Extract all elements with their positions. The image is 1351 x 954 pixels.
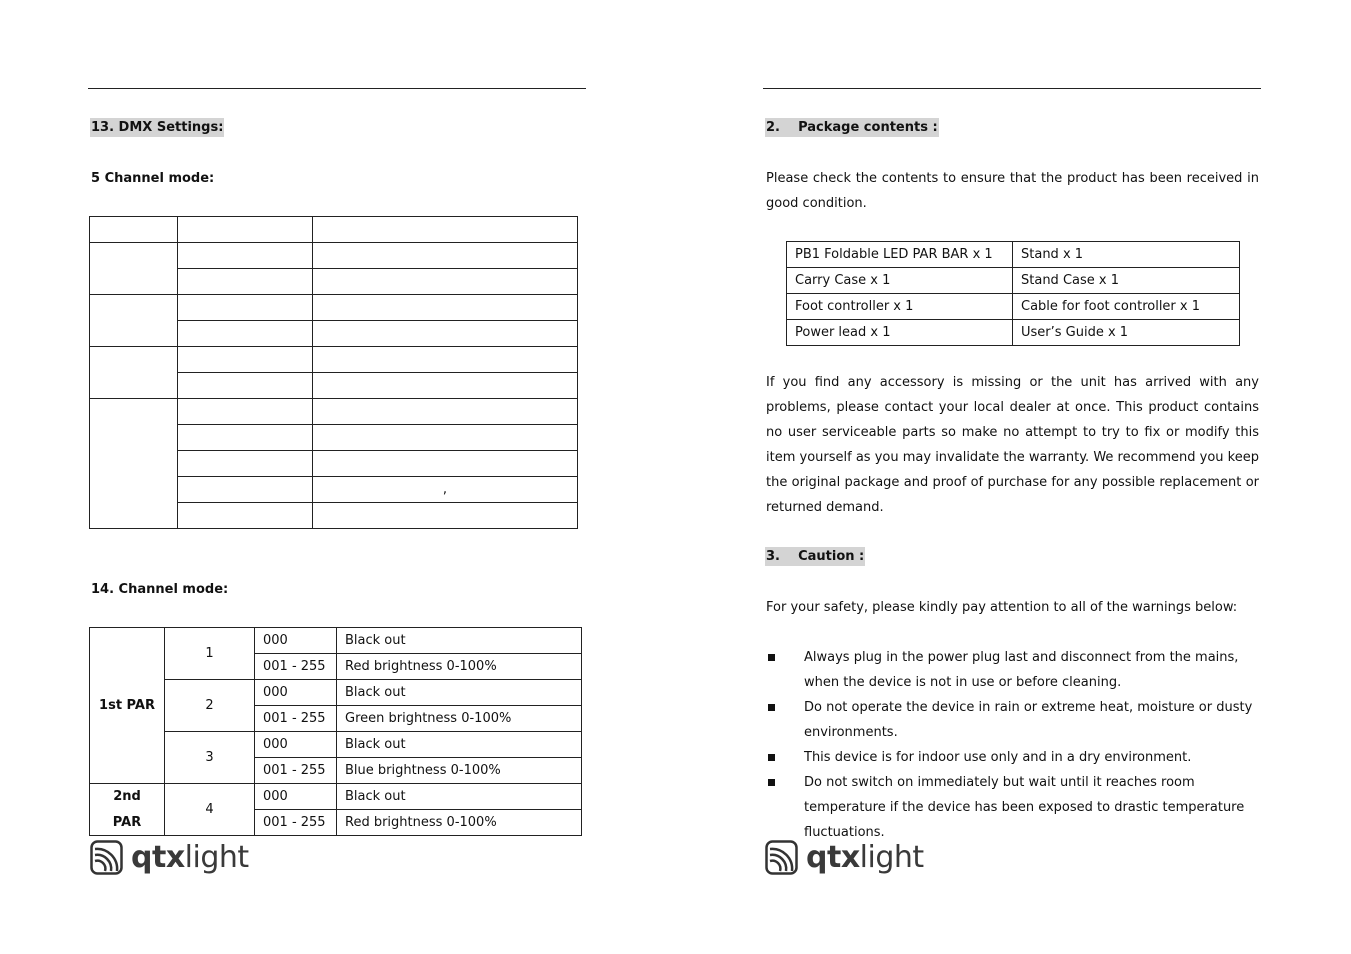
- section-2-title: 2. Package contents :: [766, 120, 938, 135]
- channel-number: 4: [165, 784, 255, 836]
- content-item: Stand Case x 1: [1013, 268, 1240, 294]
- table-row: [787, 320, 1240, 346]
- dmx-value: 000: [255, 628, 337, 654]
- function-desc: Black out: [337, 628, 582, 654]
- function-desc: Blue brightness 0-100%: [337, 758, 582, 784]
- table-row: [787, 294, 1240, 320]
- content-item: Cable for foot controller x 1: [1013, 294, 1240, 320]
- table-row: [90, 217, 578, 243]
- qtxlight-logo: [90, 840, 249, 875]
- bullet-square-icon: [768, 654, 775, 661]
- group-label-1st-par: 1st PAR: [90, 628, 165, 784]
- bullet-square-icon: [768, 704, 775, 711]
- dmx-value: 000: [255, 680, 337, 706]
- logo-wordmark: qtxlight: [131, 839, 249, 875]
- content-item: Foot controller x 1: [787, 294, 1013, 320]
- list-item: Do not switch on immediately but wait until it reaches room temperature if the device has been exposed to drastic temperature fluctuations.: [766, 770, 1259, 845]
- content-item: User’s Guide x 1: [1013, 320, 1240, 346]
- section-13-title: 13. DMX Settings:: [91, 120, 224, 135]
- table-row: [90, 628, 582, 654]
- function-desc: Black out: [337, 784, 582, 810]
- left-top-rule: [88, 88, 586, 89]
- section-3-title: 3. Caution :: [766, 549, 865, 564]
- logo-wordmark: qtxlight: [806, 839, 924, 875]
- table-cell-comma: ,: [313, 477, 578, 503]
- content-item: PB1 Foldable LED PAR BAR x 1: [787, 242, 1013, 268]
- channel-number: 2: [165, 680, 255, 732]
- content-item: Power lead x 1: [787, 320, 1013, 346]
- table-row: [90, 347, 578, 373]
- dmx-value: 000: [255, 732, 337, 758]
- list-item: Do not operate the device in rain or extreme heat, moisture or dusty environments.: [766, 695, 1259, 745]
- group-label-2nd: 2nd: [90, 784, 165, 810]
- table-row: [787, 242, 1240, 268]
- list-item: Always plug in the power plug last and disconnect from the mains, when the device is not in use or before cleaning.: [766, 645, 1259, 695]
- function-desc: Black out: [337, 680, 582, 706]
- warning-list: [766, 645, 1259, 845]
- bullet-square-icon: [768, 779, 775, 786]
- table-row: [787, 268, 1240, 294]
- function-desc: Green brightness 0-100%: [337, 706, 582, 732]
- content-item: Carry Case x 1: [787, 268, 1013, 294]
- content-item: Stand x 1: [1013, 242, 1240, 268]
- fourteen-channel-title: 14. Channel mode:: [91, 582, 229, 597]
- safety-intro: For your safety, please kindly pay attention to all of the warnings below:: [766, 600, 1238, 615]
- qtxlight-emblem-icon: [765, 840, 798, 875]
- function-desc: Red brightness 0-100%: [337, 654, 582, 680]
- package-contents-table: [786, 241, 1240, 346]
- channel-number: 1: [165, 628, 255, 680]
- function-desc: Black out: [337, 732, 582, 758]
- bullet-square-icon: [768, 754, 775, 761]
- qtxlight-emblem-icon: [90, 840, 123, 875]
- channel-number: 3: [165, 732, 255, 784]
- dmx-value: 000: [255, 784, 337, 810]
- dmx-value: 001 - 255: [255, 810, 337, 836]
- dmx-value: 001 - 255: [255, 758, 337, 784]
- fourteen-channel-table: [89, 627, 582, 836]
- group-label-par: PAR: [90, 810, 165, 836]
- dmx-value: 001 - 255: [255, 706, 337, 732]
- list-item: This device is for indoor use only and in a dry environment.: [766, 745, 1259, 770]
- table-row: [90, 784, 582, 810]
- qtxlight-logo: [765, 840, 924, 875]
- five-channel-table: [89, 216, 578, 529]
- five-channel-title: 5 Channel mode:: [91, 171, 215, 186]
- table-row: [90, 399, 578, 425]
- package-intro: Please check the contents to ensure that the product has been received in good condition.: [766, 171, 1259, 211]
- right-top-rule: [763, 88, 1261, 89]
- table-row: [90, 295, 578, 321]
- table-row: [90, 810, 582, 836]
- function-desc: Red brightness 0-100%: [337, 810, 582, 836]
- missing-accessory-text: If you find any accessory is missing or the unit has arrived with any problems, please contact your local dealer at once. This product contains no user serviceable parts so make no attempt to try to fix or modify this item yourself as you may invalidate the warranty. We recommend you keep the original package and proof of purchase for any possible replacement or returned demand.: [766, 375, 1259, 515]
- dmx-value: 001 - 255: [255, 654, 337, 680]
- table-row: [90, 243, 578, 269]
